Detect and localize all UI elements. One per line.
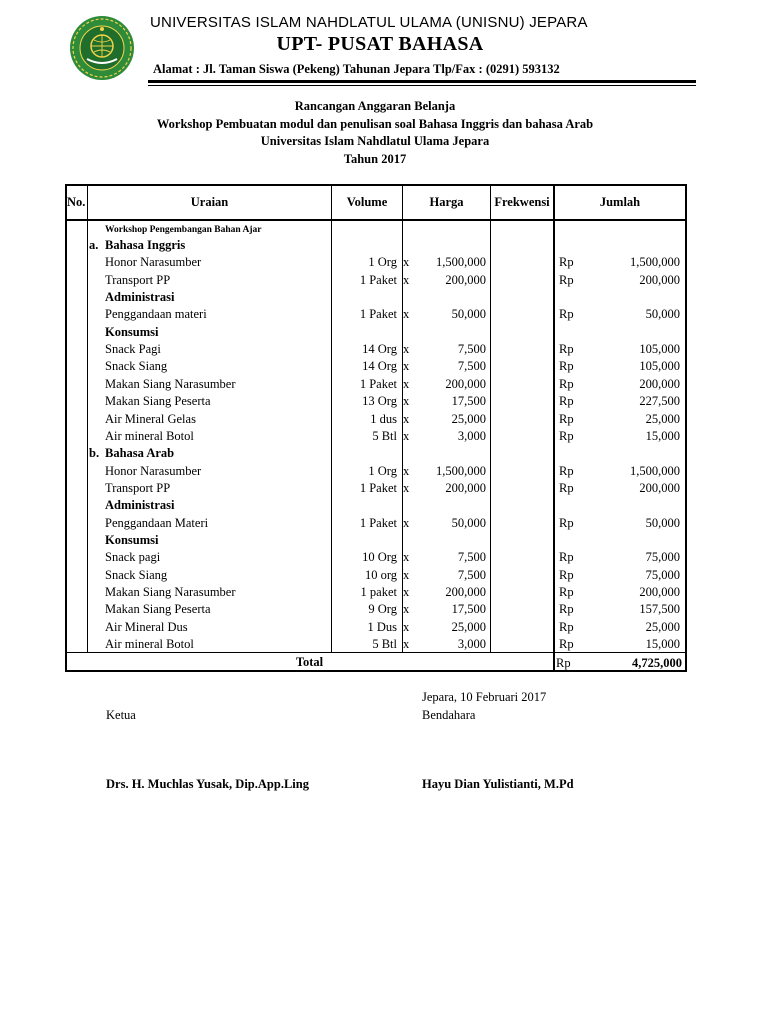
cell-harga: 25,000 (451, 411, 486, 426)
cell-x: x (403, 463, 410, 478)
cell-desc: Makan Siang Narasumber (105, 585, 236, 599)
cell-harga: 17,500 (451, 602, 486, 617)
cell-vol: 14 Org (362, 359, 397, 374)
cell-x: x (403, 342, 410, 357)
cell-x: x (403, 637, 410, 652)
cell-desc: Air mineral Botol (105, 637, 194, 652)
cell-vol: 1 paket (360, 585, 397, 599)
cell-rp: Rp (559, 359, 574, 374)
cell-vol: 1 Org (368, 255, 397, 270)
cell-rp: Rp (559, 463, 574, 478)
cell-desc: Snack pagi (105, 550, 161, 565)
cell-desc: Transport PP (105, 272, 171, 287)
total-currency: Rp (556, 656, 571, 670)
cell-harga: 25,000 (451, 619, 486, 634)
cell-vol: 10 Org (362, 550, 397, 565)
cell-rp: Rp (559, 515, 574, 530)
cell-no: b. (89, 446, 100, 461)
cell-harga: 200,000 (445, 272, 486, 287)
cell-desc: Makan Siang Peserta (105, 394, 211, 409)
cell-jumlah: 105,000 (639, 359, 680, 374)
letterhead-rule-thick (148, 80, 696, 83)
cell-jumlah: 227,500 (639, 394, 680, 409)
cell-harga: 50,000 (451, 307, 486, 322)
cell-desc: Konsumsi (105, 532, 159, 547)
cell-rp: Rp (559, 255, 574, 270)
cell-harga: 7,500 (457, 359, 486, 374)
col-header-jumlah: Jumlah (599, 195, 641, 209)
col-header-frekwensi: Frekwensi (494, 195, 550, 209)
col-header-uraian: Uraian (190, 195, 229, 209)
cell-jumlah: 50,000 (645, 307, 680, 322)
cell-vol: 5 Btl (372, 637, 397, 652)
cell-desc: Air Mineral Gelas (105, 411, 196, 426)
cell-rp: Rp (559, 394, 574, 409)
cell-rp: Rp (559, 585, 574, 599)
cell-harga: 1,500,000 (436, 463, 486, 478)
cell-x: x (403, 567, 410, 582)
cell-desc: Snack Pagi (105, 342, 161, 357)
cell-jumlah: 15,000 (645, 428, 680, 443)
cell-harga: 50,000 (451, 515, 486, 530)
cell-x: x (403, 411, 410, 426)
cell-rp: Rp (559, 272, 574, 287)
cell-no: a. (89, 238, 99, 252)
cell-desc: Air Mineral Dus (105, 619, 188, 634)
cell-jumlah: 200,000 (639, 585, 680, 599)
cell-jumlah: 75,000 (645, 550, 680, 565)
cell-desc: Snack Siang (105, 567, 168, 582)
doc-year: Tahun 2017 (343, 151, 407, 166)
cell-desc: Makan Siang Peserta (105, 602, 211, 617)
doc-title: Rancangan Anggaran Belanja (294, 99, 456, 113)
section-title: Workshop Pengembangan Bahan Ajar (105, 225, 262, 235)
cell-jumlah: 15,000 (645, 637, 680, 652)
unit-name: UPT- PUSAT BAHASA (276, 33, 484, 55)
cell-harga: 200,000 (445, 480, 486, 495)
cell-desc: Air mineral Botol (105, 428, 194, 443)
col-header-no: No. (67, 195, 86, 209)
cell-x: x (403, 307, 410, 322)
cell-jumlah: 1,500,000 (630, 463, 680, 478)
total-divider-top (65, 652, 687, 653)
address-line: Alamat : Jl. Taman Siswa (Pekeng) Tahunan Jepara Tlp/Fax : (0291) 593132 (153, 62, 560, 76)
university-logo-seal (69, 15, 135, 81)
cell-desc: Administrasi (105, 498, 175, 513)
cell-rp: Rp (559, 307, 574, 322)
cell-harga: 3,000 (457, 428, 486, 443)
university-name: UNIVERSITAS ISLAM NAHDLATUL ULAMA (UNISNU) JEPARA (150, 14, 588, 31)
left-signatory-name: Drs. H. Muchlas Yusak, Dip.App.Ling (106, 777, 309, 791)
cell-desc: Penggandaan Materi (105, 515, 209, 530)
cell-jumlah: 200,000 (639, 272, 680, 287)
cell-vol: 10 org (364, 567, 397, 582)
right-signatory-name: Hayu Dian Yulistianti, M.Pd (422, 777, 574, 791)
cell-desc: Administrasi (105, 290, 175, 305)
cell-jumlah: 75,000 (645, 567, 680, 582)
cell-jumlah: 50,000 (645, 515, 680, 530)
cell-x: x (403, 428, 410, 443)
cell-x: x (403, 619, 410, 634)
cell-x: x (403, 272, 410, 287)
letterhead-rule-thin (148, 85, 696, 86)
cell-x: x (403, 515, 410, 530)
doc-institution: Universitas Islam Nahdlatul Ulama Jepara (260, 134, 490, 148)
cell-harga: 17,500 (451, 394, 486, 409)
total-value: 4,725,000 (632, 656, 682, 670)
header-divider (65, 219, 687, 221)
col-header-volume: Volume (346, 195, 388, 209)
cell-x: x (403, 602, 410, 617)
cell-vol: 1 Org (368, 463, 397, 478)
cell-jumlah: 105,000 (639, 342, 680, 357)
cell-harga: 200,000 (445, 585, 486, 599)
cell-harga: 1,500,000 (436, 255, 486, 270)
cell-rp: Rp (559, 602, 574, 617)
cell-x: x (403, 376, 410, 391)
cell-vol: 5 Btl (372, 428, 397, 443)
cell-rp: Rp (559, 567, 574, 582)
cell-harga: 3,000 (457, 637, 486, 652)
cell-rp: Rp (559, 411, 574, 426)
col-header-harga: Harga (429, 195, 464, 209)
cell-vol: 1 Paket (359, 480, 397, 495)
cell-rp: Rp (559, 376, 574, 391)
doc-subtitle: Workshop Pembuatan modul dan penulisan soal Bahasa Inggris dan bahasa Arab (156, 116, 594, 131)
cell-desc: Snack Siang (105, 359, 168, 374)
cell-desc: Honor Narasumber (105, 255, 202, 270)
cell-x: x (403, 480, 410, 495)
cell-rp: Rp (559, 550, 574, 565)
cell-vol: 1 Paket (359, 272, 397, 287)
cell-desc: Honor Narasumber (105, 463, 202, 478)
cell-jumlah: 157,500 (639, 602, 680, 617)
right-role: Bendahara (422, 708, 476, 722)
cell-desc: Bahasa Arab (105, 446, 175, 461)
cell-x: x (403, 550, 410, 565)
cell-rp: Rp (559, 480, 574, 495)
cell-vol: 1 dus (370, 411, 397, 426)
cell-rp: Rp (559, 619, 574, 634)
cell-x: x (403, 359, 410, 374)
cell-x: x (403, 585, 410, 599)
cell-desc: Bahasa Inggris (105, 238, 186, 252)
cell-desc: Konsumsi (105, 324, 159, 339)
total-label: Total (295, 655, 324, 669)
left-role: Ketua (106, 708, 136, 722)
cell-harga: 7,500 (457, 567, 486, 582)
place-date: Jepara, 10 Februari 2017 (422, 690, 547, 704)
cell-vol: 13 Org (362, 394, 397, 409)
cell-rp: Rp (559, 342, 574, 357)
cell-desc: Transport PP (105, 480, 171, 495)
cell-jumlah: 25,000 (645, 411, 680, 426)
cell-desc: Penggandaan materi (105, 307, 207, 322)
cell-vol: 1 Paket (359, 307, 397, 322)
cell-jumlah: 25,000 (645, 619, 680, 634)
cell-vol: 9 Org (368, 602, 397, 617)
cell-vol: 1 Dus (367, 619, 397, 634)
cell-vol: 1 Paket (359, 515, 397, 530)
cell-x: x (403, 255, 410, 270)
cell-jumlah: 200,000 (639, 376, 680, 391)
cell-vol: 1 Paket (359, 376, 397, 391)
cell-jumlah: 200,000 (639, 480, 680, 495)
cell-harga: 7,500 (457, 550, 486, 565)
cell-vol: 14 Org (362, 342, 397, 357)
cell-jumlah: 1,500,000 (630, 255, 680, 270)
cell-harga: 200,000 (445, 376, 486, 391)
cell-desc: Makan Siang Narasumber (105, 376, 236, 391)
document-titles (100, 98, 650, 168)
cell-harga: 7,500 (457, 342, 486, 357)
cell-rp: Rp (559, 637, 574, 652)
cell-rp: Rp (559, 428, 574, 443)
cell-x: x (403, 394, 410, 409)
